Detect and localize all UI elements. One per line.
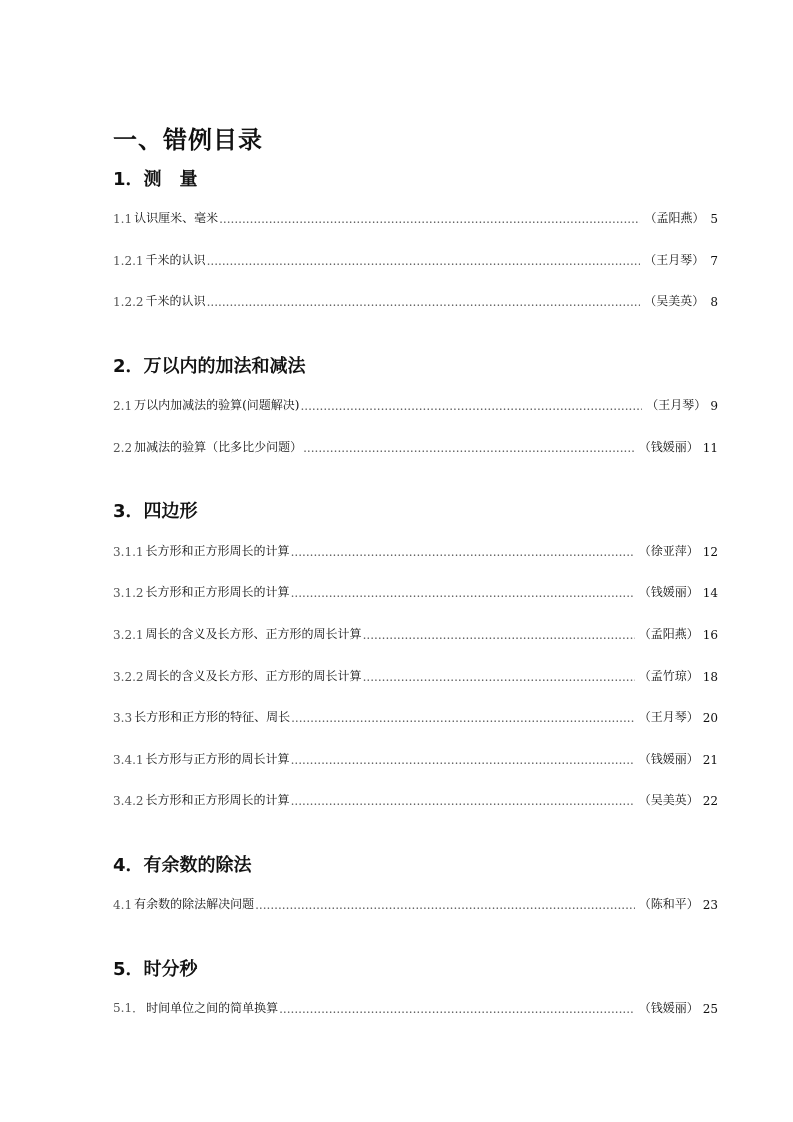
toc-entry[interactable] (113, 998, 718, 1016)
entry-author: （钱媛丽） (638, 752, 699, 766)
entry-author: （王月琴） (638, 710, 699, 724)
entry-title: 有余数的除法解决问题 (134, 897, 255, 911)
entry-number: 3.3 (113, 711, 133, 725)
entry-author: （王月琴） (644, 253, 705, 267)
section-heading-5: 5．时分秒 (113, 959, 198, 980)
entry-number: 4.1 (113, 898, 133, 912)
toc-heading: 一、错例目录 (113, 126, 263, 154)
toc-entry[interactable] (113, 707, 718, 725)
entry-page: 21 (702, 753, 718, 767)
entry-number: 5.1． (113, 1001, 145, 1015)
toc-entry[interactable] (113, 208, 718, 226)
entry-title: 长方形与正方形的周长计算 (145, 752, 290, 766)
toc-entry[interactable] (113, 291, 718, 309)
entry-author: （孟竹琼） (638, 669, 699, 683)
entry-number: 1.2.1 (113, 254, 144, 268)
entry-title: 万以内加减法的验算(问题解决) (134, 398, 300, 412)
entry-title: 长方形和正方形周长的计算 (145, 585, 290, 599)
entry-title: 周长的含义及长方形、正方形的周长计算 (145, 627, 362, 641)
leader-dots (207, 295, 641, 309)
toc-entry[interactable] (113, 790, 718, 808)
entry-page: 9 (710, 399, 718, 413)
leader-dots (291, 545, 635, 559)
leader-dots (291, 586, 635, 600)
entry-page: 22 (702, 794, 718, 808)
entry-author: （孟阳燕） (638, 627, 699, 641)
entry-title: 认识厘米、毫米 (134, 211, 219, 225)
entry-page: 7 (710, 254, 718, 268)
entry-title: 周长的含义及长方形、正方形的周长计算 (145, 669, 362, 683)
entry-number: 1.1 (113, 212, 133, 226)
section-heading-2: 2．万以内的加法和减法 (113, 356, 306, 377)
leader-dots (291, 794, 635, 808)
entry-page: 18 (702, 670, 718, 684)
entry-page: 20 (702, 711, 718, 725)
toc-entry[interactable] (113, 250, 718, 268)
entry-number: 3.4.1 (113, 753, 144, 767)
toc-entry[interactable] (113, 666, 718, 684)
entry-number: 3.1.1 (113, 545, 144, 559)
entry-page: 16 (702, 628, 718, 642)
entry-page: 8 (710, 295, 718, 309)
entry-title: 加减法的验算（比多比少问题） (134, 440, 303, 454)
entry-title: 千米的认识 (145, 294, 206, 308)
entry-author: （钱媛丽） (638, 440, 699, 454)
entry-page: 11 (702, 441, 718, 455)
toc-entry[interactable] (113, 582, 718, 600)
entry-number: 2.2 (113, 441, 133, 455)
leader-dots (255, 898, 635, 912)
toc-entry[interactable] (113, 437, 718, 455)
leader-dots (291, 753, 635, 767)
leader-dots (300, 399, 642, 413)
leader-dots (279, 1002, 635, 1016)
entry-author: （钱媛丽） (638, 585, 699, 599)
toc-entry[interactable] (113, 395, 718, 413)
entry-title: 时间单位之间的简单换算 (146, 1001, 279, 1015)
toc-entry[interactable] (113, 749, 718, 767)
entry-page: 14 (702, 586, 718, 600)
leader-dots (207, 254, 641, 268)
entry-author: （陈和平） (638, 897, 699, 911)
entry-title: 长方形和正方形周长的计算 (145, 544, 290, 558)
entry-author: （吴美英） (644, 294, 705, 308)
entry-number: 3.1.2 (113, 586, 144, 600)
leader-dots (363, 628, 635, 642)
entry-number: 3.4.2 (113, 794, 144, 808)
entry-author: （吴美英） (638, 793, 699, 807)
entry-page: 23 (702, 898, 718, 912)
toc-entry[interactable] (113, 541, 718, 559)
entry-page: 5 (710, 212, 718, 226)
entry-title: 千米的认识 (145, 253, 206, 267)
entry-title: 长方形和正方形的特征、周长 (134, 710, 291, 724)
entry-number: 3.2.1 (113, 628, 144, 642)
leader-dots (291, 711, 635, 725)
entry-page: 25 (702, 1002, 718, 1016)
toc-entry[interactable] (113, 624, 718, 642)
leader-dots (303, 441, 635, 455)
entry-author: （王月琴） (646, 398, 707, 412)
entry-title: 长方形和正方形周长的计算 (145, 793, 290, 807)
entry-author: （钱媛丽） (638, 1001, 699, 1015)
section-heading-4: 4．有余数的除法 (113, 855, 252, 876)
section-heading-3: 3．四边形 (113, 501, 198, 522)
entry-number: 2.1 (113, 399, 133, 413)
section-heading-1: 1．测 量 (113, 169, 198, 190)
entry-author: （孟阳燕） (644, 211, 705, 225)
leader-dots (363, 670, 635, 684)
entry-page: 12 (702, 545, 718, 559)
entry-number: 1.2.2 (113, 295, 144, 309)
entry-author: （徐亚萍） (638, 544, 699, 558)
toc-entry[interactable] (113, 894, 718, 912)
leader-dots (219, 212, 640, 226)
entry-number: 3.2.2 (113, 670, 144, 684)
